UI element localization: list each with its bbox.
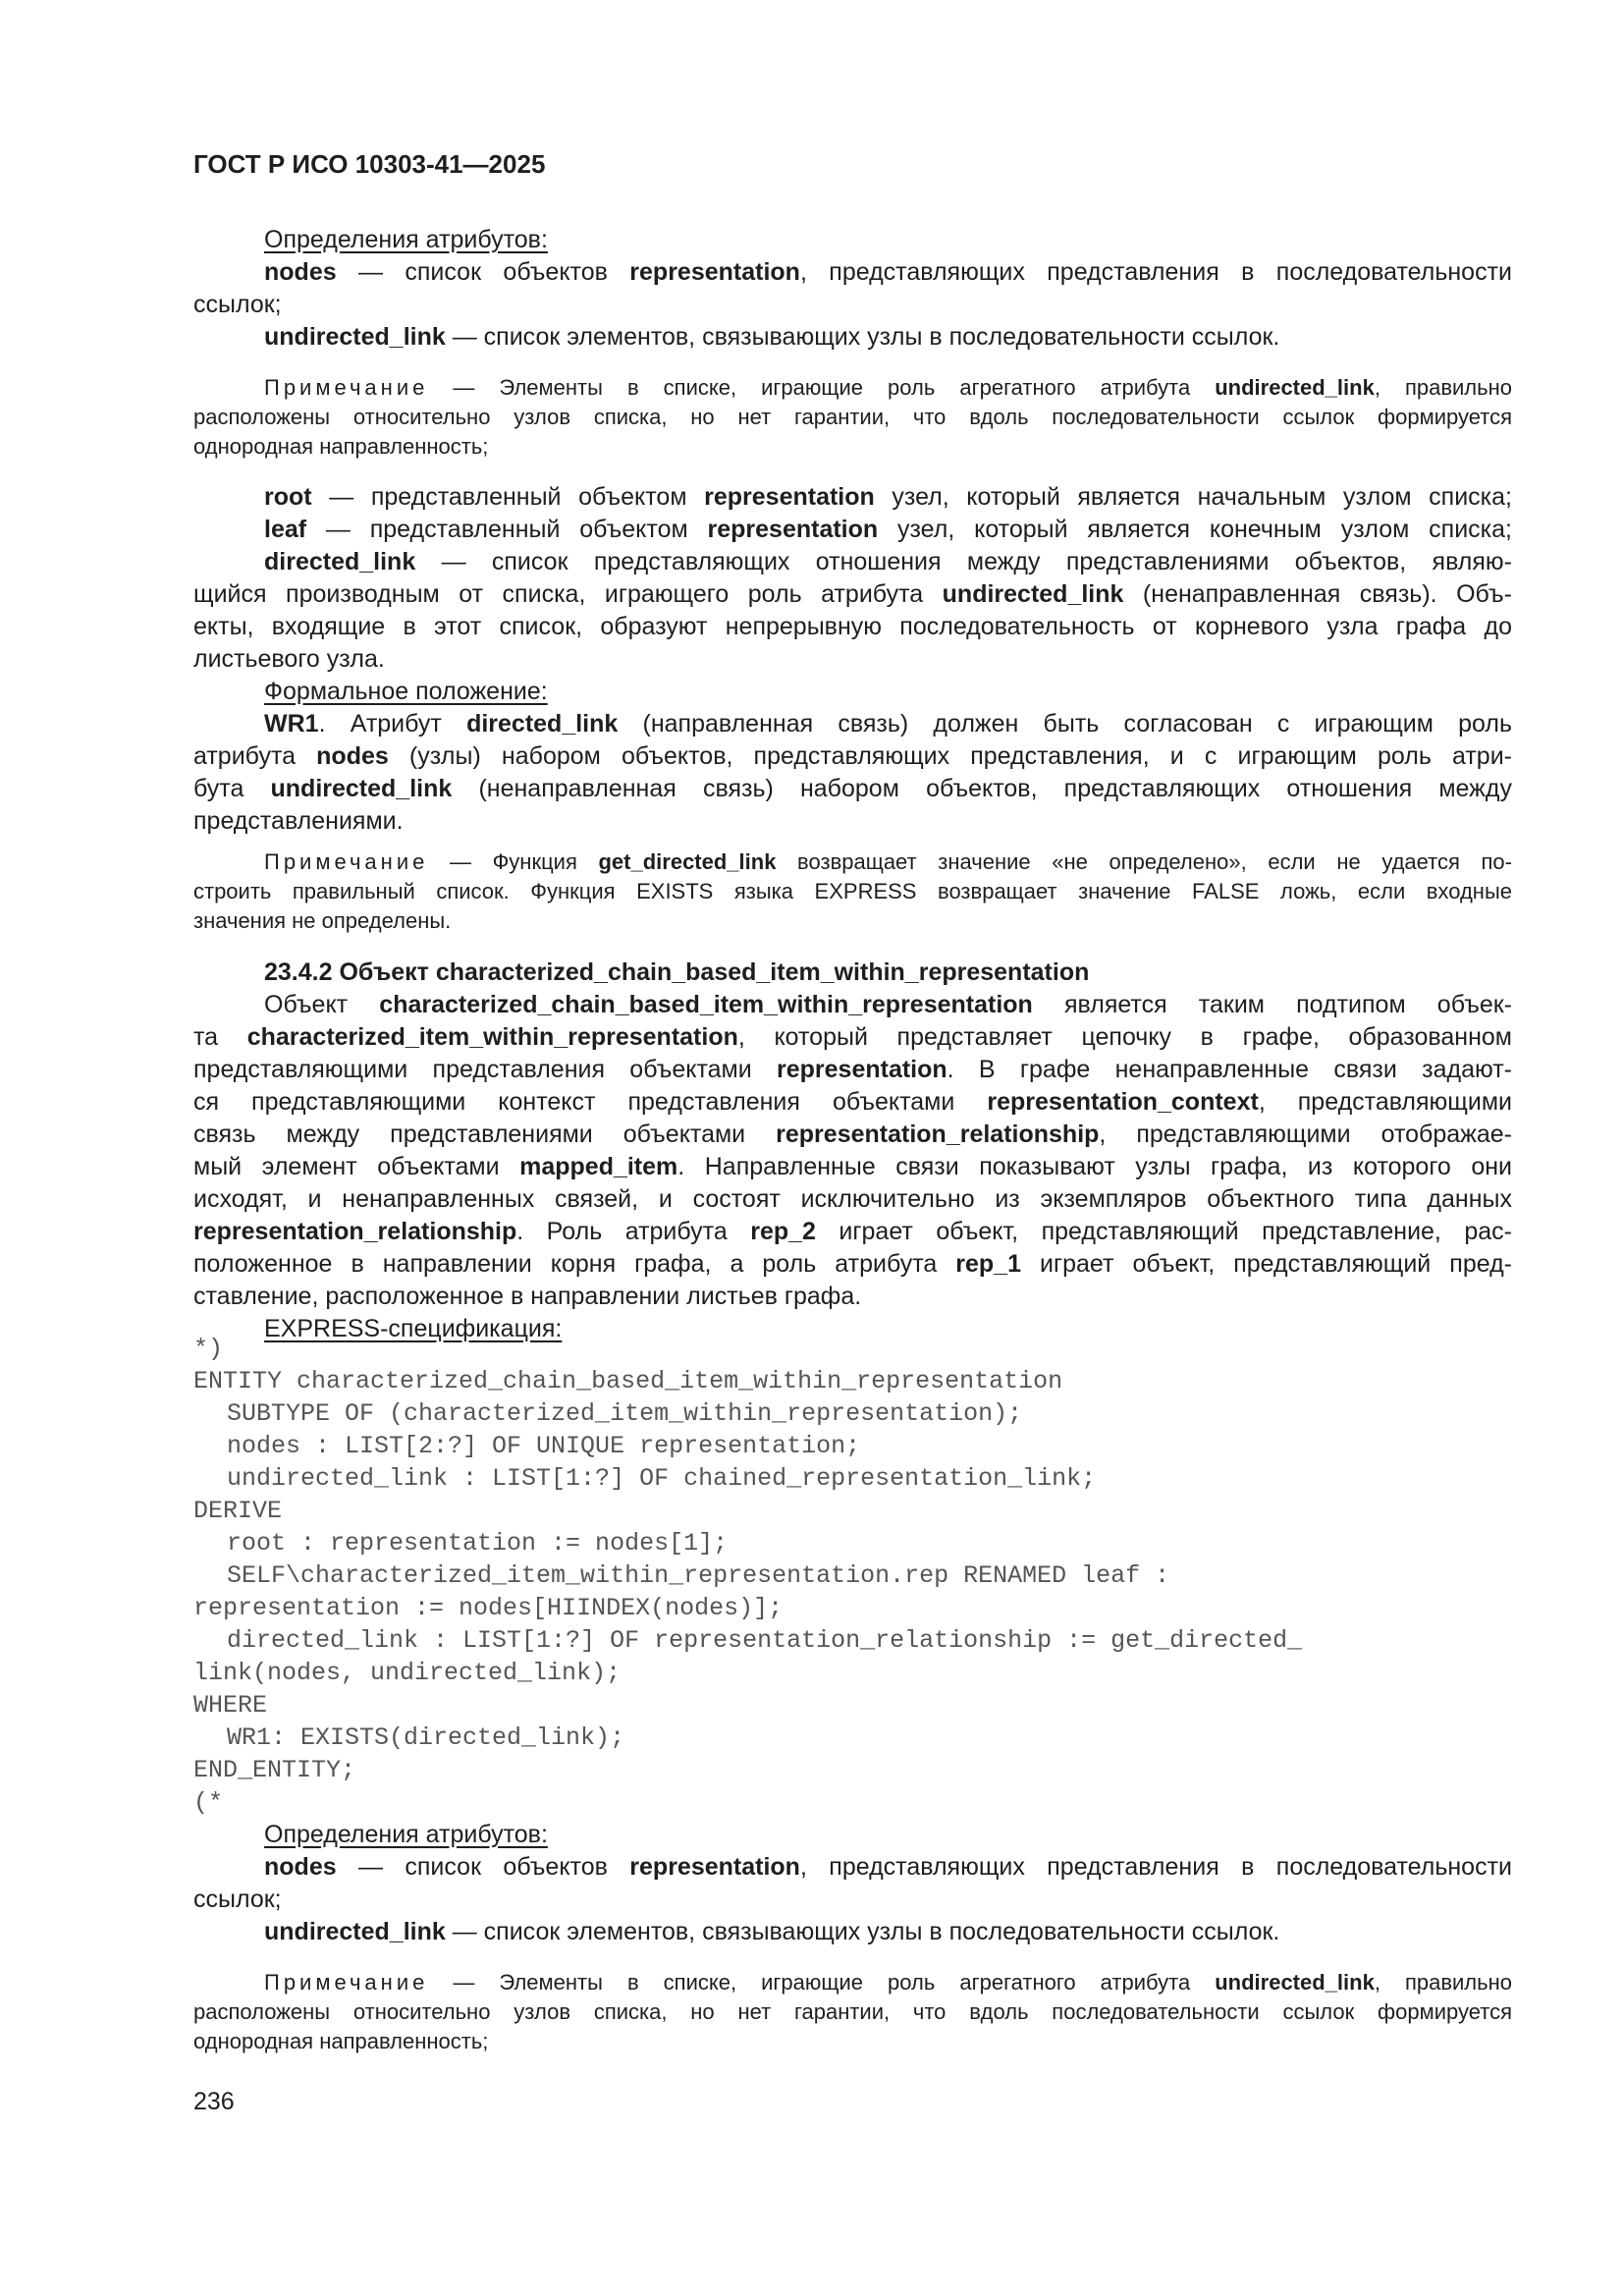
page-number: 236 (193, 2088, 235, 2115)
code-line: undirected_link : LIST[1:?] OF chained_representation_link; (227, 1464, 1097, 1493)
attr-nodes-line: nodes — список объектов representation, представляющих представления в последовательности (264, 258, 1512, 286)
code-line: nodes : LIST[2:?] OF UNIQUE representation; (227, 1432, 861, 1460)
code-line: WHERE (193, 1691, 268, 1720)
note-label: Примечание (264, 375, 429, 400)
section-heading: 23.4.2 Объект characterized_chain_based_item_within_representation (264, 958, 1090, 986)
attr-undirected-line: undirected_link — список элементов, связывающих узлы в последовательности ссылок. (264, 1918, 1280, 1945)
note-label: Примечание (264, 849, 429, 874)
attr-directed-line: directed_link — список представляющих отношения между представлениями объектов, являю- (264, 548, 1512, 575)
code-line: SUBTYPE OF (characterized_item_within_representation); (227, 1399, 1023, 1428)
attr-leaf-line: leaf — представленный объектом representation узел, который является конечным узлом списка; (264, 516, 1512, 543)
attr-undirected-line: undirected_link — список элементов, связывающих узлы в последовательности ссылок. (264, 323, 1280, 351)
code-line: link(nodes, undirected_link); (193, 1659, 622, 1687)
code-line: directed_link : LIST[1:?] OF representation_relationship := get_directed_ (227, 1626, 1303, 1655)
section-23-4-2: 23.4.2 Объект characterized_chain_based_item_within_representation Объект characterized_chain_based_item_within_representation является таким подтипом объек- та characterized_item_within_representation, который представляет цепочку в графе, образованном представляющими представления объектами representation. В графе ненаправленные связи задают- ся представляющими контекст представления объектами representation_context, представляющими связь между представлениями объектами representation_relationship, представляющими отображае- мый элемент объектами mapped_item. Направленные связи показывают узлы графа, из которого они исходят, и ненаправленных связей, и состоят исключительно из экземпляров объектного типа данных representation_relationship. Роль атрибута rep_2 играет объект, представляющий представление, рас- положенное в направлении корня графа, а роль атрибута rep_1 играет объект, представляющий пред- ставление, расположенное в направлении листьев графа. EXPRESS-спецификация: (193, 957, 1512, 1345)
attr-nodes-line: nodes — список объектов representation, представляющих представления в последовательности (264, 1853, 1512, 1881)
attr-root-line: root — представленный объектом representation узел, который является начальным узлом списка; (264, 483, 1513, 511)
formal-wr1-line: WR1. Атрибут directed_link (направленная связь) должен быть согласован с играющим роль (264, 710, 1512, 738)
express-spec-heading: EXPRESS-спецификация: (264, 1315, 563, 1342)
code-line: (* (193, 1788, 224, 1817)
note-3: Примечание — Элементы в списке, играющие роль агрегатного атрибута undirected_link, правильно расположены относительно узлов списка, но нет гарантии, что вдоль последовательности ссылок формируется однородная направленность; (193, 1970, 1512, 2053)
code-line: *) (193, 1335, 224, 1363)
note-1: Примечание — Элементы в списке, играющие роль агрегатного атрибута undirected_link, правильно расположены относительно узлов списка, но нет гарантии, что вдоль последовательности ссылок формируется однородная направленность; (193, 375, 1512, 459)
attribute-definitions-2: root — представленный объектом representation узел, который является начальным узлом списка; leaf — представленный объектом representation узел, который является конечным узлом списка; directed_link — список представляющих отношения между представлениями объектов, являю- щийся производным от списка, играющего роль атрибута undirected_link (ненаправленная связь). Объ- екты, входящие в этот список, образуют непрерывную последовательность от корневого узла графа до листьевого узла. Формальное положение: WR1. Атрибут directed_link (направленная связь) должен быть согласован с играющим роль атрибута nodes (узлы) набором объектов, представляющих представления, и с играющим роль атри- бута undirected_link (ненаправленная связь) набором объектов, представляющих отношения между представлениями. (193, 483, 1513, 835)
attribute-definitions-1 (193, 224, 1512, 354)
code-line: WR1: EXISTS(directed_link); (227, 1723, 625, 1752)
code-line: ENTITY characterized_chain_based_item_within_representation (193, 1367, 1063, 1395)
attribute-definitions-heading: Определения атрибутов: (264, 226, 548, 253)
attribute-definitions-heading: Определения атрибутов: (264, 1821, 548, 1848)
note-label: Примечание (264, 1970, 429, 1995)
code-line: END_ENTITY; (193, 1756, 356, 1784)
express-code-block (193, 1333, 1512, 1819)
code-line: representation := nodes[HIINDEX(nodes)]; (193, 1594, 784, 1622)
code-line: DERIVE (193, 1497, 283, 1525)
formal-statement-heading: Формальное положение: (264, 678, 548, 705)
note-2: Примечание — Функция get_directed_link возвращает значение «не определено», если не удается по- строить правильный список. Функция EXISTS языка EXPRESS возвращает значение FALSE ложь, если входные значения не определены. (193, 849, 1512, 933)
attribute-definitions-3 (193, 1819, 1512, 1948)
document-header: ГОСТ Р ИСО 10303-41—2025 (193, 149, 546, 179)
code-line: root : representation := nodes[1]; (227, 1529, 729, 1558)
attr-nodes-cont: ссылок; (193, 1886, 282, 1913)
attr-nodes-cont: ссылок; (193, 291, 282, 318)
code-line: SELF\characterized_item_within_representation.rep RENAMED leaf : (227, 1561, 1170, 1590)
